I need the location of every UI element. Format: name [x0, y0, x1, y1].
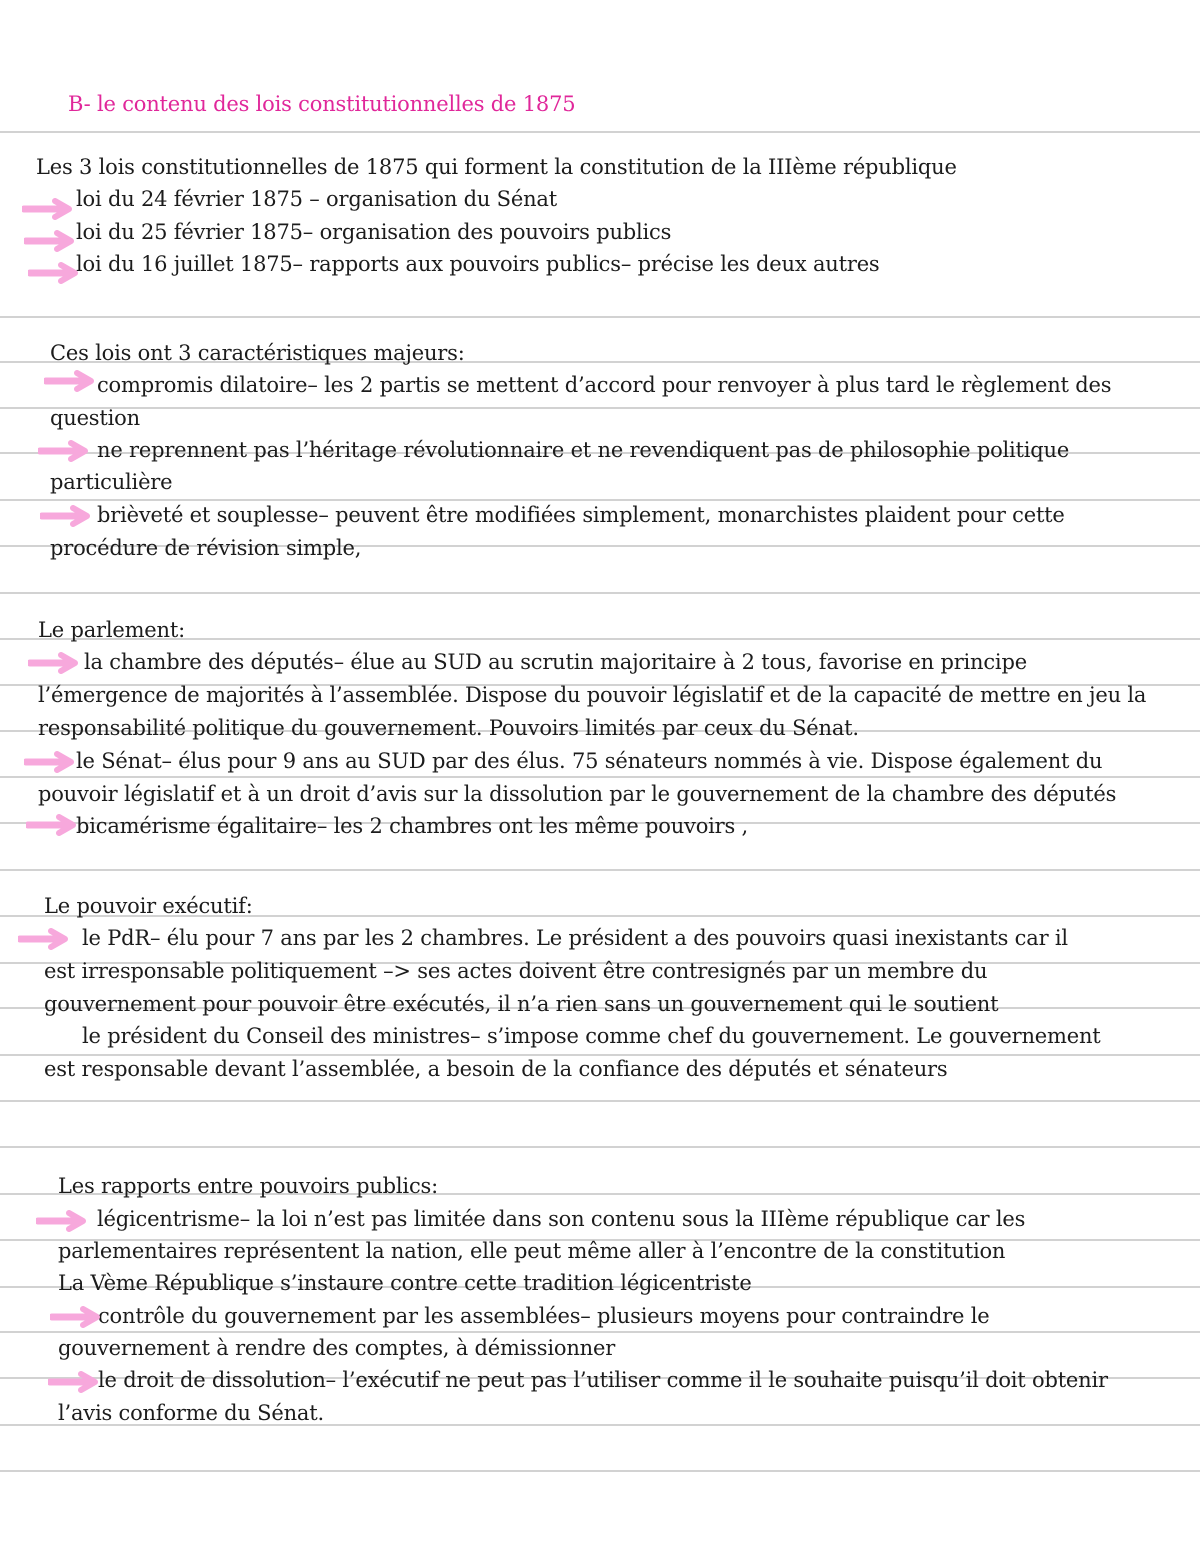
section5-heading: Les rapports entre pouvoirs publics:	[58, 1174, 438, 1198]
parliament-line: responsabilité politique du gouvernement. Pouvoirs limités par ceux du Sénat.	[38, 716, 859, 740]
pink-arrow-icon	[48, 1371, 100, 1393]
section1-intro: Les 3 lois constitutionnelles de 1875 qui forment la constitution de la IIIème république	[36, 155, 957, 179]
parliament-line: le Sénat– élus pour 9 ans au SUD par des élus. 75 sénateurs nommés à vie. Dispose également du	[76, 749, 1103, 773]
relations-line: contrôle du gouvernement par les assemblées– plusieurs moyens pour contraindre le	[98, 1304, 990, 1328]
pink-arrow-icon	[36, 1210, 88, 1232]
relations-line: l’avis conforme du Sénat.	[58, 1401, 324, 1425]
feature-line: ne reprennent pas l’héritage révolutionnaire et ne revendiquent pas de philosophie politique	[97, 438, 1070, 462]
parliament-line: bicamérisme égalitaire– les 2 chambres ont les même pouvoirs ,	[76, 814, 749, 838]
pink-arrow-icon	[44, 370, 96, 392]
pink-arrow-icon	[28, 652, 80, 674]
executive-line: le PdR– élu pour 7 ans par les 2 chambres. Le président a des pouvoirs quasi inexistants car il	[82, 926, 1068, 950]
law-item: loi du 24 février 1875 – organisation du Sénat	[76, 187, 557, 211]
pink-arrow-icon	[38, 440, 90, 462]
parliament-line: l’émergence de majorités à l’assemblée. Dispose du pouvoir législatif et de la capacité de mettre en jeu la	[38, 683, 1147, 707]
executive-line: le président du Conseil des ministres– s’impose comme chef du gouvernement. Le gouvernement	[82, 1024, 1101, 1048]
pink-arrow-icon	[18, 928, 70, 950]
pink-arrow-icon	[24, 751, 76, 773]
feature-line: compromis dilatoire– les 2 partis se mettent d’accord pour renvoyer à plus tard le règlement des	[97, 373, 1112, 397]
pink-arrow-icon	[28, 262, 80, 284]
pink-arrow-icon	[22, 198, 74, 220]
feature-line: question	[50, 406, 140, 430]
page-title: B- le contenu des lois constitutionnelles de 1875	[68, 92, 576, 116]
relations-line: parlementaires représentent la nation, elle peut même aller à l’encontre de la constitution	[58, 1239, 1006, 1263]
section4-heading: Le pouvoir exécutif:	[44, 894, 253, 918]
pink-arrow-icon	[26, 814, 78, 836]
relations-line: gouvernement à rendre des comptes, à démissionner	[58, 1336, 616, 1360]
relations-line: La Vème République s’instaure contre cette tradition légicentriste	[58, 1271, 752, 1295]
law-item: loi du 16 juillet 1875– rapports aux pouvoirs publics– précise les deux autres	[76, 252, 880, 276]
relations-line: le droit de dissolution– l’exécutif ne peut pas l’utiliser comme il le souhaite puisqu’il doit obtenir	[98, 1368, 1108, 1392]
feature-line: particulière	[50, 470, 173, 494]
executive-line: est irresponsable politiquement –> ses actes doivent être contresignés par un membre du	[44, 959, 988, 983]
pink-arrow-icon	[40, 505, 92, 527]
executive-line: gouvernement pour pouvoir être exécutés, il n’a rien sans un gouvernement qui le soutient	[44, 992, 999, 1016]
parliament-line: pouvoir législatif et à un droit d’avis sur la dissolution par le gouvernement de la chambre des députés	[38, 782, 1117, 806]
pink-arrow-icon	[50, 1306, 102, 1328]
section3-heading: Le parlement:	[38, 618, 185, 642]
feature-line: brièveté et souplesse– peuvent être modifiées simplement, monarchistes plaident pour cette	[97, 503, 1065, 527]
parliament-line: la chambre des députés– élue au SUD au scrutin majoritaire à 2 tous, favorise en principe	[84, 650, 1027, 674]
feature-line: procédure de révision simple,	[50, 536, 362, 560]
executive-line: est responsable devant l’assemblée, a besoin de la confiance des députés et sénateurs	[44, 1057, 948, 1081]
relations-line: légicentrisme– la loi n’est pas limitée dans son contenu sous la IIIème république car les	[97, 1207, 1026, 1231]
pink-arrow-icon	[24, 230, 76, 252]
law-item: loi du 25 février 1875– organisation des pouvoirs publics	[76, 220, 672, 244]
section2-heading: Ces lois ont 3 caractéristiques majeurs:	[50, 341, 465, 365]
